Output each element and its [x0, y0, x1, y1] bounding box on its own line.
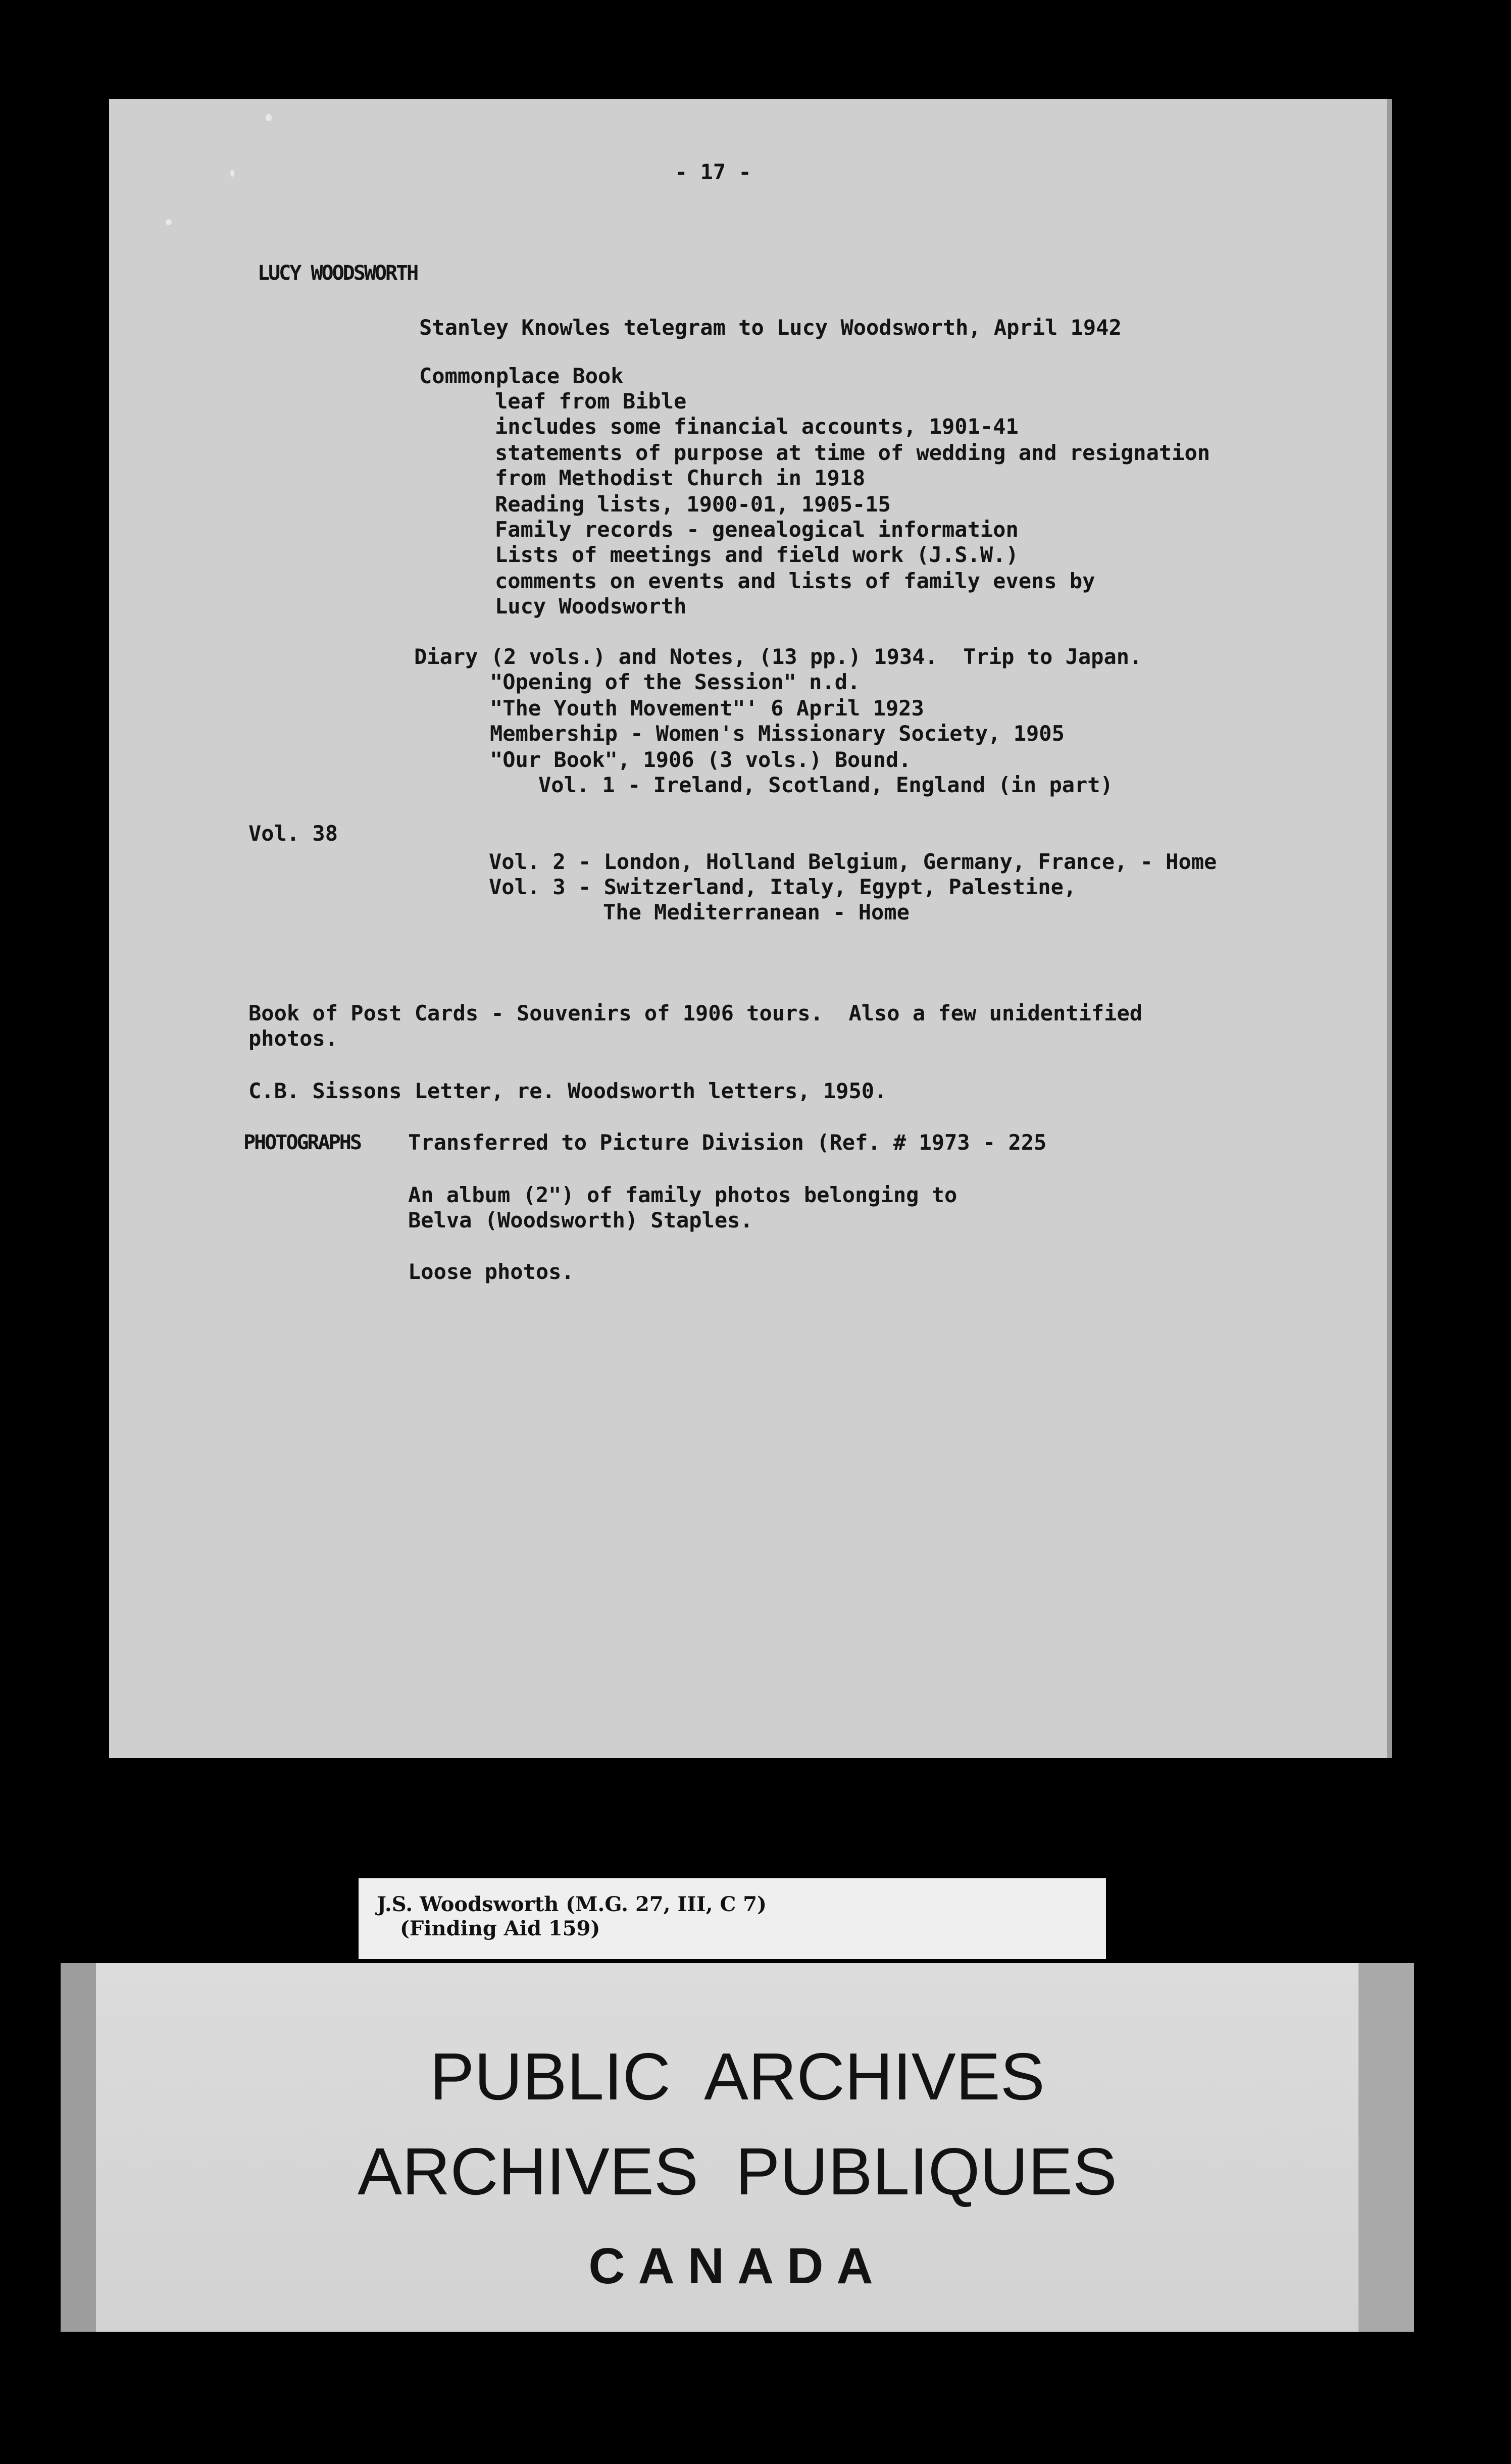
- commonplace-item: Reading lists, 1900-01, 1905-15: [495, 492, 891, 517]
- commonplace-item: comments on events and lists of family evens by: [495, 569, 1095, 593]
- commonplace-item: Lists of meetings and field work (J.S.W.): [495, 542, 1019, 567]
- dust-speck: [230, 170, 234, 177]
- photographs-label: PHOTOGRAPHS: [243, 1131, 361, 1154]
- photographs-transfer-note: Transferred to Picture Division (Ref. # 1973 - 225: [408, 1130, 1047, 1155]
- diary-item: "The Youth Movement"' 6 April 1923: [490, 696, 924, 721]
- volume-3-continued: The Mediterranean - Home: [603, 900, 910, 925]
- finding-aid-label: [359, 1878, 1106, 1959]
- volume-2: Vol. 2 - London, Holland Belgium, Germany, France, - Home: [489, 849, 1217, 874]
- postcards-entry: Book of Post Cards - Souvenirs of 1906 tours. Also a few unidentified: [248, 1001, 1143, 1025]
- commonplace-item: Lucy Woodsworth: [495, 594, 687, 619]
- banner-english-name: PUBLIC ARCHIVES: [430, 2039, 1045, 2114]
- diary-item: "Opening of the Session" n.d.: [490, 670, 861, 694]
- dust-speck: [166, 219, 172, 225]
- banner-country: CANADA: [588, 2238, 886, 2294]
- page-number: - 17 -: [675, 160, 751, 184]
- album-entry-continued: Belva (Woodsworth) Staples.: [408, 1208, 753, 1233]
- album-entry: An album (2") of family photos belonging to: [408, 1183, 958, 1207]
- section-heading: LUCY WOODSWORTH: [258, 262, 418, 285]
- loose-photos-entry: Loose photos.: [408, 1259, 574, 1284]
- commonplace-book-title: Commonplace Book: [419, 364, 624, 388]
- volume-box-label: Vol. 38: [248, 821, 338, 846]
- commonplace-item: from Methodist Church in 1918: [495, 466, 866, 490]
- fonds-reference: J.S. Woodsworth (M.G. 27, III, C 7): [377, 1892, 767, 1916]
- document-page: [109, 99, 1392, 1758]
- postcards-entry-continued: photos.: [248, 1026, 338, 1051]
- archives-banner: [61, 1963, 1414, 2332]
- commonplace-item: statements of purpose at time of wedding and resignation: [495, 440, 1211, 465]
- dust-speck: [266, 114, 272, 121]
- diary-title: Diary (2 vols.) and Notes, (13 pp.) 1934. Trip to Japan.: [414, 644, 1142, 669]
- volume-3: Vol. 3 - Switzerland, Italy, Egypt, Palestine,: [489, 875, 1077, 899]
- diary-item: Membership - Women's Missionary Society, 1905: [490, 721, 1065, 746]
- commonplace-item: Family records - genealogical information: [495, 517, 1019, 542]
- banner-french-name: ARCHIVES PUBLIQUES: [358, 2134, 1117, 2209]
- commonplace-item: leaf from Bible: [495, 389, 687, 414]
- telegram-entry: Stanley Knowles telegram to Lucy Woodsworth, April 1942: [419, 315, 1122, 340]
- commonplace-item: includes some financial accounts, 1901-41: [495, 414, 1019, 439]
- finding-aid-number: (Finding Aid 159): [400, 1917, 600, 1940]
- sissons-letter-entry: C.B. Sissons Letter, re. Woodsworth letters, 1950.: [248, 1079, 887, 1103]
- diary-item: "Our Book", 1906 (3 vols.) Bound.: [490, 747, 912, 772]
- volume-1: Vol. 1 - Ireland, Scotland, England (in part): [538, 773, 1113, 797]
